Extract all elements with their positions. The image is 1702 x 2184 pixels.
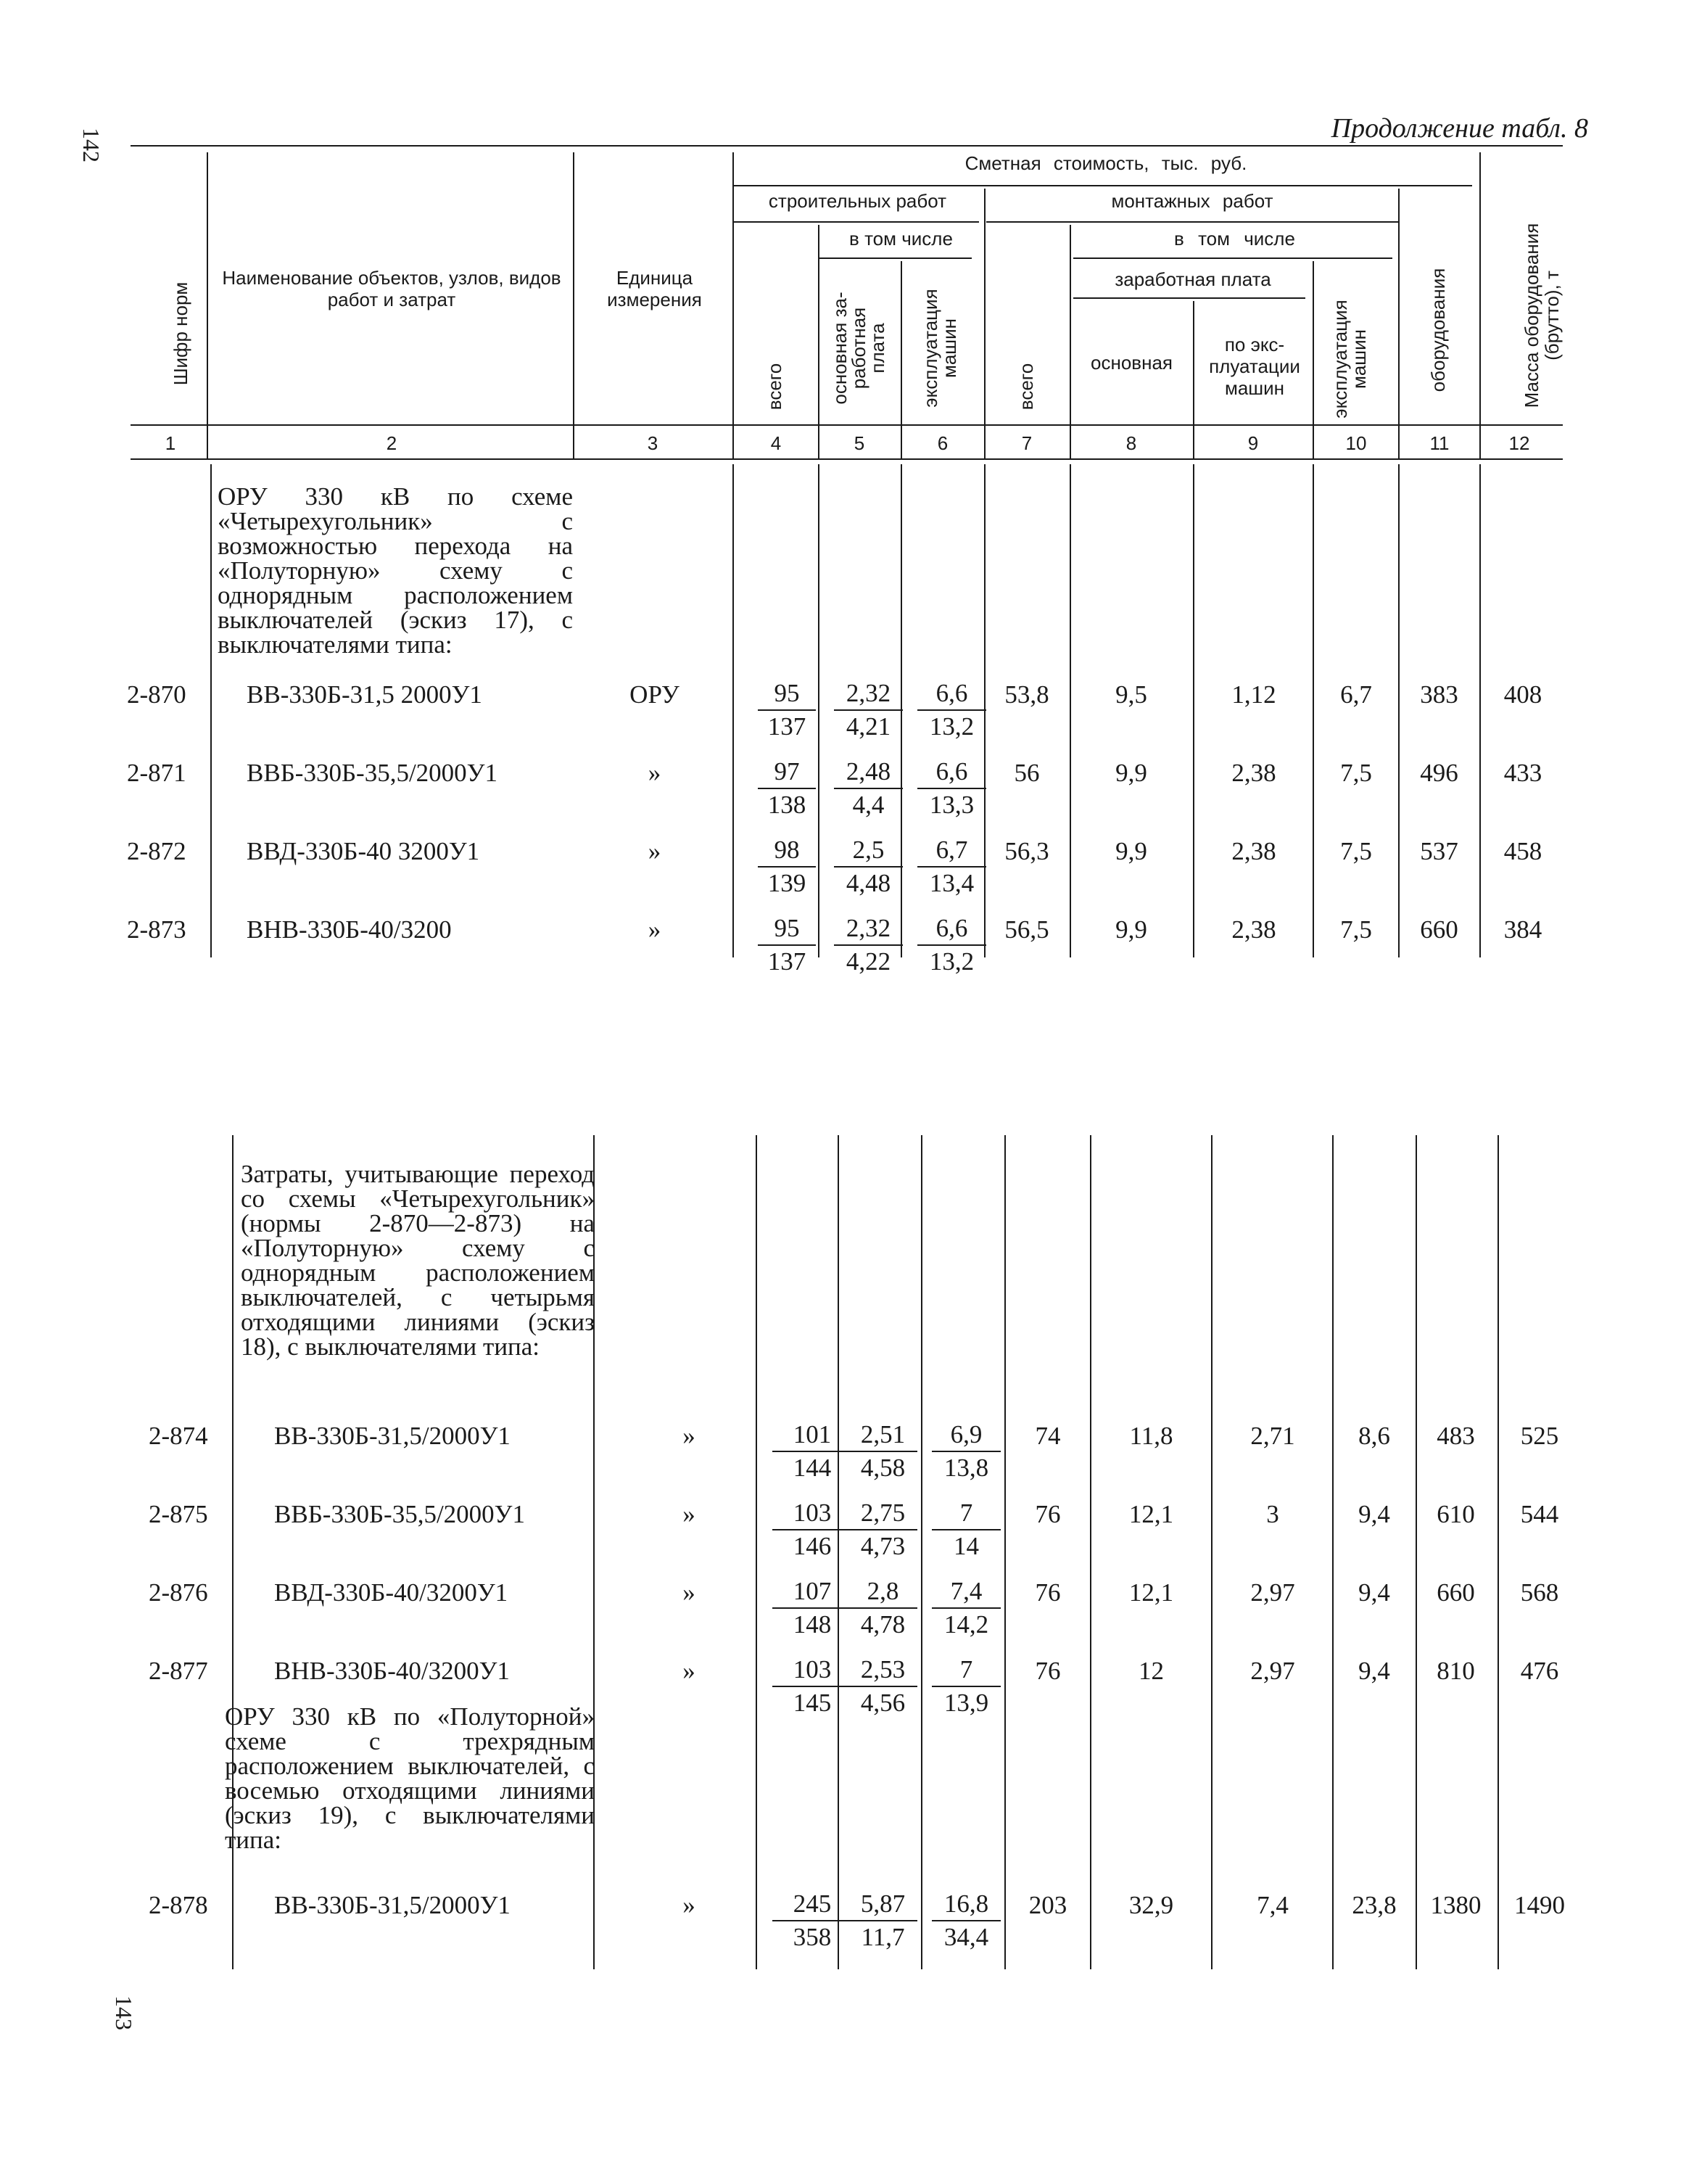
- row-c5-denominator: 4,4: [852, 791, 885, 819]
- row-c5-numerator: 2,51: [848, 1419, 917, 1452]
- row-c4-denominator: 137: [767, 947, 806, 976]
- row-c8: 9,9: [1115, 759, 1147, 787]
- row-c10: 9,4: [1358, 1657, 1390, 1685]
- row-c12: 544: [1520, 1500, 1559, 1528]
- col-num-2: 2: [386, 432, 397, 454]
- row-c6-fraction: [917, 834, 986, 899]
- header-total-construction: всего: [764, 363, 785, 411]
- row-c5-numerator: 2,32: [834, 677, 903, 711]
- row-c4-denominator: 138: [767, 791, 806, 819]
- row-c5-denominator: 4,78: [860, 1610, 906, 1639]
- row-c7: 56,3: [1004, 837, 1049, 865]
- row-c7: 56,5: [1004, 915, 1049, 944]
- row-unit: »: [682, 1891, 695, 1919]
- section-3-description: ОРУ 330 кВ по «Полуторной» схеме с трехрядным расположением выключателей, с восемью отходящими линиями (эскиз 19), с выключателями типа:: [225, 1702, 595, 1854]
- row-code: 2-876: [149, 1578, 208, 1607]
- row-code: 2-872: [127, 837, 186, 865]
- row-c9: 3: [1266, 1500, 1279, 1528]
- row-unit: »: [648, 759, 661, 787]
- row-c11: 383: [1420, 680, 1458, 709]
- row-c5-denominator: 11,7: [861, 1923, 905, 1951]
- row-c5-fraction: [848, 1419, 917, 1484]
- row-c5-numerator: 2,53: [848, 1654, 917, 1687]
- header-equipment: оборудования: [1427, 268, 1449, 392]
- header-wages: заработная плата: [1115, 268, 1271, 290]
- row-c6-numerator: 6,7: [917, 834, 986, 868]
- row-c7: 76: [1035, 1500, 1061, 1528]
- row-c4-fraction: [758, 677, 816, 743]
- row-c4-fraction: [772, 1497, 852, 1562]
- col-num-5: 5: [854, 432, 865, 454]
- header-machines-installation: эксплуатация машин: [1329, 300, 1370, 419]
- row-c6-denominator: 13,9: [943, 1689, 989, 1717]
- row-c4-fraction: [772, 1575, 852, 1641]
- row-c11: 1380: [1430, 1891, 1482, 1919]
- row-c6-numerator: 6,9: [932, 1419, 1001, 1452]
- row-code: 2-873: [127, 915, 186, 944]
- row-c11: 660: [1437, 1578, 1475, 1607]
- row-c7: 56: [1014, 759, 1040, 787]
- row-c5-fraction: [848, 1654, 917, 1719]
- row-c6-numerator: 6,6: [917, 912, 986, 946]
- row-c8: 11,8: [1129, 1422, 1173, 1450]
- row-c4-denominator: 144: [793, 1454, 832, 1482]
- row-c5-numerator: 2,5: [834, 834, 903, 868]
- header-incl-installation: в том числе: [1174, 228, 1295, 250]
- col-num-6: 6: [937, 432, 949, 454]
- row-c4-fraction: [772, 1888, 852, 1953]
- row-c12: 433: [1503, 759, 1542, 787]
- row-c4-fraction: [772, 1654, 852, 1719]
- row-c6-denominator: 34,4: [943, 1923, 989, 1951]
- row-c5-numerator: 2,32: [834, 912, 903, 946]
- row-c4-numerator: 103: [772, 1654, 852, 1687]
- row-c9: 2,38: [1231, 759, 1276, 787]
- row-c6-denominator: 13,4: [929, 869, 975, 897]
- header-incl-construction: в том числе: [849, 228, 953, 250]
- header-cost-group: Сметная стоимость, тыс. руб.: [964, 152, 1247, 174]
- row-c6-fraction: [932, 1888, 1001, 1953]
- row-c4-denominator: 145: [793, 1689, 832, 1717]
- row-code: 2-871: [127, 759, 186, 787]
- row-c4-numerator: 107: [772, 1575, 852, 1609]
- row-c6-fraction: [917, 756, 986, 821]
- header-machine-wage: по экс-плуатации машин: [1209, 334, 1300, 399]
- row-c4-denominator: 139: [767, 869, 806, 897]
- row-name: ВВ-330Б-31,5 2000У1: [247, 680, 482, 709]
- row-c4-denominator: 358: [793, 1923, 832, 1951]
- row-name: ВВБ-330Б-35,5/2000У1: [247, 759, 497, 787]
- row-c5-denominator: 4,48: [846, 869, 891, 897]
- row-c8: 12: [1139, 1657, 1164, 1685]
- row-c11: 537: [1420, 837, 1458, 865]
- row-c6-numerator: 6,6: [917, 756, 986, 789]
- section-2-description: Затраты, учитывающие переход со схемы «Четырехугольник» (нормы 2-870—2-873) на «Полуторную» схему с однорядным расположением выключателей, с четырьмя отходящими линиями (эскиз 18), с выключателями типа:: [241, 1160, 595, 1361]
- row-c12: 458: [1503, 837, 1542, 865]
- row-c4-fraction: [758, 756, 816, 821]
- row-c10: 7,5: [1340, 915, 1372, 944]
- row-c8: 32,9: [1128, 1891, 1174, 1919]
- row-c9: 1,12: [1231, 680, 1276, 709]
- row-c12: 568: [1520, 1578, 1559, 1607]
- row-name: ВВ-330Б-31,5/2000У1: [274, 1891, 511, 1919]
- row-c9: 2,38: [1231, 915, 1276, 944]
- row-unit: »: [682, 1657, 695, 1685]
- row-c5-numerator: 2,75: [848, 1497, 917, 1530]
- row-c11: 610: [1437, 1500, 1475, 1528]
- header-total-installation: всего: [1015, 363, 1037, 411]
- row-unit: ОРУ: [629, 680, 679, 709]
- row-c6-denominator: 13,2: [929, 712, 975, 741]
- row-c6-fraction: [932, 1419, 1001, 1484]
- row-name: ВВБ-330Б-35,5/2000У1: [274, 1500, 525, 1528]
- row-c4-numerator: 95: [758, 677, 816, 711]
- row-c5-numerator: 2,8: [848, 1575, 917, 1609]
- row-c9: 2,71: [1250, 1422, 1295, 1450]
- row-c4-fraction: [758, 834, 816, 899]
- row-c10: 23,8: [1352, 1891, 1397, 1919]
- page-number-right: 143: [111, 1995, 137, 2030]
- row-c7: 76: [1035, 1578, 1061, 1607]
- row-c11: 810: [1437, 1657, 1475, 1685]
- row-c10: 7,5: [1340, 837, 1372, 865]
- row-unit: »: [648, 915, 661, 944]
- row-c4-denominator: 137: [767, 712, 806, 741]
- col-num-1: 1: [165, 432, 176, 454]
- row-c6-numerator: 7,4: [932, 1575, 1001, 1609]
- row-c12: 525: [1520, 1422, 1559, 1450]
- row-c12: 384: [1503, 915, 1542, 944]
- col-num-8: 8: [1125, 432, 1137, 454]
- header-machines-construction: эксплуатация машин: [920, 289, 960, 408]
- row-c5-numerator: 5,87: [848, 1888, 917, 1921]
- row-c5-denominator: 4,22: [846, 947, 891, 976]
- row-name: ВНВ-330Б-40/3200: [247, 915, 452, 944]
- row-c7: 53,8: [1004, 680, 1049, 709]
- row-name: ВВД-330Б-40/3200У1: [274, 1578, 508, 1607]
- row-c11: 496: [1420, 759, 1458, 787]
- row-c10: 7,5: [1340, 759, 1372, 787]
- row-unit: »: [682, 1422, 695, 1450]
- row-c5-fraction: [834, 912, 903, 978]
- row-c6-fraction: [917, 912, 986, 978]
- header-unit: Единица измерения: [607, 267, 702, 310]
- col-num-11: 11: [1429, 432, 1450, 454]
- header-mass: Масса оборудования (брутто), т: [1521, 223, 1563, 408]
- row-c10: 8,6: [1358, 1422, 1390, 1450]
- row-c5-fraction: [834, 756, 903, 821]
- row-c8: 9,9: [1115, 837, 1147, 865]
- row-c12: 476: [1520, 1657, 1559, 1685]
- row-c4-numerator: 95: [758, 912, 816, 946]
- row-c5-fraction: [834, 677, 903, 743]
- row-name: ВВ-330Б-31,5/2000У1: [274, 1422, 511, 1450]
- row-c7: 76: [1035, 1657, 1061, 1685]
- row-c6-fraction: [932, 1575, 1001, 1641]
- row-c8: 12,1: [1128, 1578, 1174, 1607]
- row-c9: 2,97: [1250, 1657, 1295, 1685]
- row-code: 2-877: [149, 1657, 208, 1685]
- col-num-9: 9: [1247, 432, 1259, 454]
- row-c10: 9,4: [1358, 1500, 1390, 1528]
- row-c7: 74: [1035, 1422, 1061, 1450]
- row-c6-numerator: 7: [932, 1497, 1001, 1530]
- row-c12: 1490: [1514, 1891, 1565, 1919]
- row-c9: 7,4: [1257, 1891, 1289, 1919]
- row-c6-denominator: 13,2: [929, 947, 975, 976]
- row-c12: 408: [1503, 680, 1542, 709]
- header-construction: строительных работ: [768, 190, 947, 212]
- row-c5-fraction: [848, 1575, 917, 1641]
- row-name: ВНВ-330Б-40/3200У1: [274, 1657, 510, 1685]
- row-c6-fraction: [917, 677, 986, 743]
- row-c4-denominator: 148: [793, 1610, 832, 1639]
- row-c6-numerator: 7: [932, 1654, 1001, 1687]
- row-unit: »: [682, 1578, 695, 1607]
- row-code: 2-875: [149, 1500, 208, 1528]
- section-1-description: ОРУ 330 кВ по схеме «Четырехугольник» с возможностью перехода на «Полуторную» схему с однорядным расположением выключателей (эскиз 17), с выключателями типа:: [218, 482, 573, 659]
- row-c6-denominator: 14: [954, 1532, 979, 1560]
- row-c6-denominator: 14,2: [943, 1610, 989, 1639]
- row-c9: 2,97: [1250, 1578, 1295, 1607]
- row-c5-fraction: [834, 834, 903, 899]
- row-c6-fraction: [932, 1497, 1001, 1562]
- row-c6-numerator: 6,6: [917, 677, 986, 711]
- header-base: основная: [1091, 352, 1173, 374]
- row-c9: 2,38: [1231, 837, 1276, 865]
- row-code: 2-870: [127, 680, 186, 709]
- row-c11: 660: [1420, 915, 1458, 944]
- row-c8: 12,1: [1128, 1500, 1174, 1528]
- row-unit: »: [648, 837, 661, 865]
- row-code: 2-878: [149, 1891, 208, 1919]
- row-c11: 483: [1437, 1422, 1475, 1450]
- col-num-10: 10: [1345, 432, 1367, 454]
- row-c5-denominator: 4,73: [860, 1532, 906, 1560]
- row-c4-denominator: 146: [793, 1532, 832, 1560]
- row-c10: 6,7: [1340, 680, 1372, 709]
- row-c6-denominator: 13,8: [943, 1454, 989, 1482]
- table-caption: Продолжение табл. 8: [1331, 113, 1588, 144]
- header-installation: монтажных работ: [1111, 190, 1273, 212]
- row-c5-denominator: 4,58: [860, 1454, 906, 1482]
- row-c4-numerator: 98: [758, 834, 816, 868]
- col-num-12: 12: [1508, 432, 1530, 454]
- header-name: Наименование объектов, узлов, видов работ и затрат: [222, 267, 561, 310]
- row-c6-numerator: 16,8: [932, 1888, 1001, 1921]
- row-c7: 203: [1028, 1891, 1067, 1919]
- row-c4-numerator: 103: [772, 1497, 852, 1530]
- row-unit: »: [682, 1500, 695, 1528]
- row-c8: 9,5: [1115, 680, 1147, 709]
- row-c4-fraction: [758, 912, 816, 978]
- col-num-4: 4: [770, 432, 782, 454]
- row-c5-fraction: [848, 1888, 917, 1953]
- row-c8: 9,9: [1115, 915, 1147, 944]
- row-c6-denominator: 13,3: [929, 791, 975, 819]
- row-c4-fraction: [772, 1419, 852, 1484]
- row-c4-numerator: 245: [772, 1888, 852, 1921]
- row-c6-fraction: [932, 1654, 1001, 1719]
- row-c5-numerator: 2,48: [834, 756, 903, 789]
- header-base-wage: основная за-работная плата: [829, 292, 888, 405]
- row-c4-numerator: 101: [772, 1419, 852, 1452]
- row-c5-denominator: 4,56: [860, 1689, 906, 1717]
- row-c5-fraction: [848, 1497, 917, 1562]
- row-c10: 9,4: [1358, 1578, 1390, 1607]
- row-code: 2-874: [149, 1422, 208, 1450]
- col-num-7: 7: [1021, 432, 1033, 454]
- header-code: Шифр норм: [170, 281, 191, 386]
- row-c5-denominator: 4,21: [846, 712, 891, 741]
- row-c4-numerator: 97: [758, 756, 816, 789]
- page-number-left: 142: [78, 128, 104, 162]
- row-name: ВВД-330Б-40 3200У1: [247, 837, 480, 865]
- col-num-3: 3: [647, 432, 658, 454]
